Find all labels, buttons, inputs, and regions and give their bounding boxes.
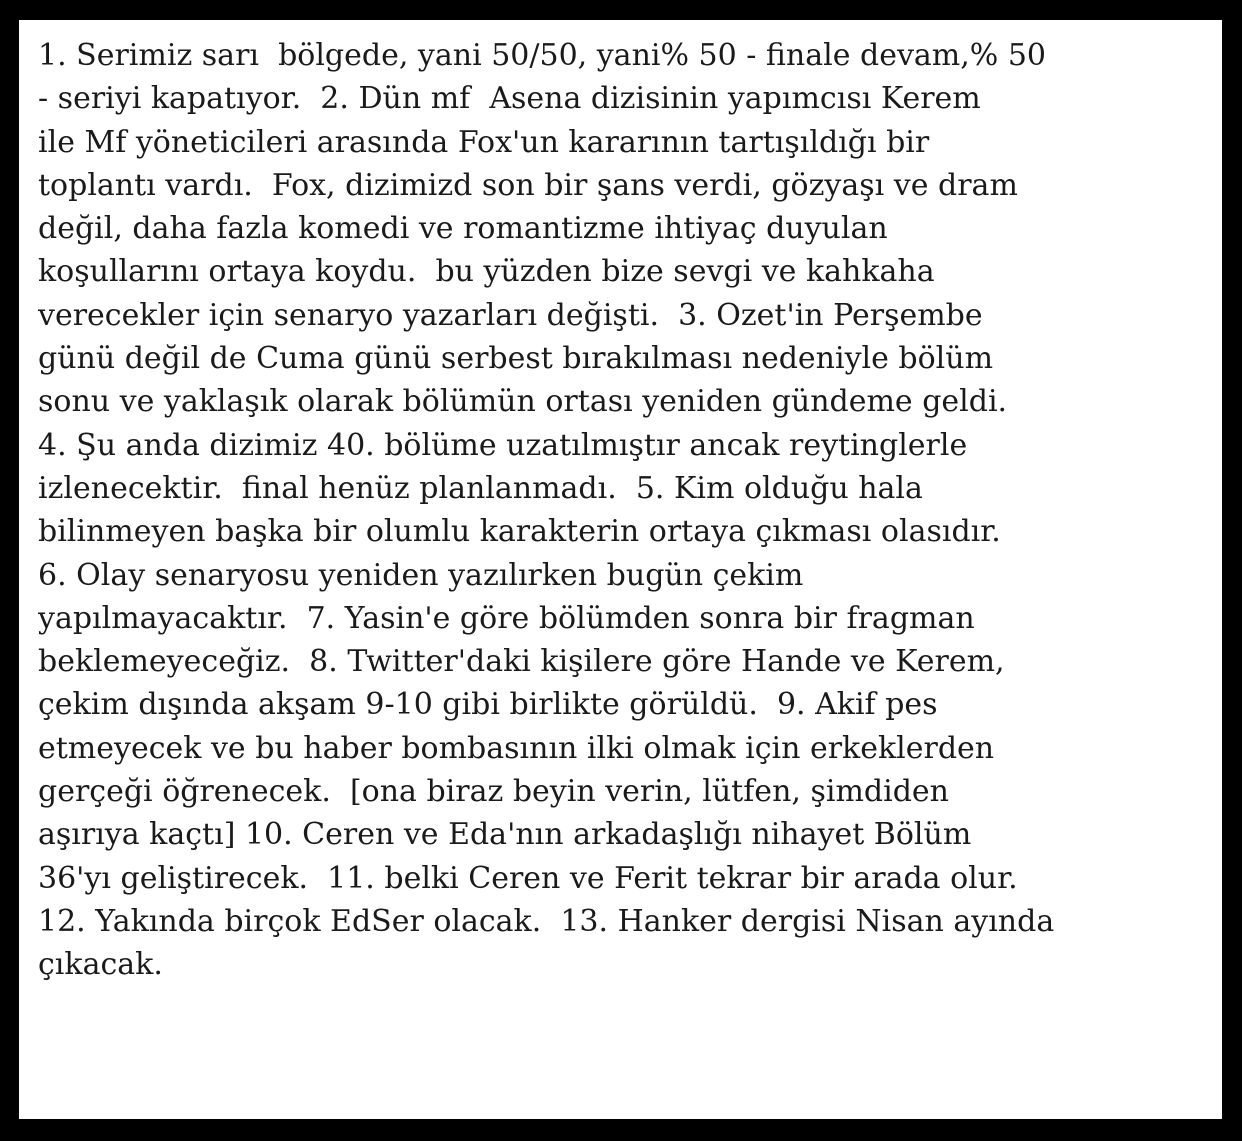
text-line: sonu ve yaklaşık olarak bölümün ortası yeniden gündeme geldi. [38,384,1008,420]
text-line: koşullarını ortaya koydu. bu yüzden bize sevgi ve kahkaha [38,254,935,290]
text-line: 12. Yakında birçok EdSer olacak. 13. Hanker dergisi Nisan ayında [38,903,1055,939]
text-line: toplantı vardı. Fox, dizimizd son bir şans verdi, gözyaşı ve dram [38,167,1018,203]
text-line: yapılmayacaktır. 7. Yasin'e göre bölümden sonra bir fragman [38,600,975,636]
text-line: günü değil de Cuma günü serbest bırakılması nedeniyle bölüm [38,341,994,377]
text-line: 1. Serimiz sarı bölgede, yani 50/50, yani% 50 - finale devam,% 50 [38,38,1047,73]
text-line: etmeyecek ve bu haber bombasının ilki olmak için erkeklerden [38,730,995,766]
text-line: beklemeyeceğiz. 8. Twitter'daki kişilere göre Hande ve Kerem, [38,644,1005,680]
text-line: verecekler için senaryo yazarları değişti. 3. Ozet'in Perşembe [38,297,983,333]
text-line: - seriyi kapatıyor. 2. Dün mf Asena dizisinin yapımcısı Kerem [38,81,981,117]
text-line: çekim dışında akşam 9-10 gibi birlikte görüldü. 9. Akif pes [38,687,938,723]
text-line: ile Mf yöneticileri arasında Fox'un kararının tartışıldığı bir [38,124,930,160]
text-line: 6. Olay senaryosu yeniden yazılırken bugün çekim [38,557,804,593]
text-line: çıkacak. [38,947,163,983]
text-line: aşırıya kaçtı] 10. Ceren ve Eda'nın arkadaşlığı nihayet Bölüm [38,817,972,853]
text-line: 36'yı geliştirecek. 11. belki Ceren ve Ferit tekrar bir arada olur. [38,860,1018,896]
text-line: izlenecektir. final henüz planlanmadı. 5. Kim olduğu hala [38,470,923,506]
text-line: 4. Şu anda dizimiz 40. bölüme uzatılmıştır ancak reytinglerle [38,427,968,463]
document-text [38,34,1218,987]
text-line: bilinmeyen başka bir olumlu karakterin ortaya çıkması olasıdır. [38,514,1001,550]
text-line: değil, daha fazla komedi ve romantizme ihtiyaç duyulan [38,211,888,247]
text-panel [19,20,1222,1119]
text-line: gerçeği öğrenecek. [ona biraz beyin verin, lütfen, şimdiden [38,774,949,810]
